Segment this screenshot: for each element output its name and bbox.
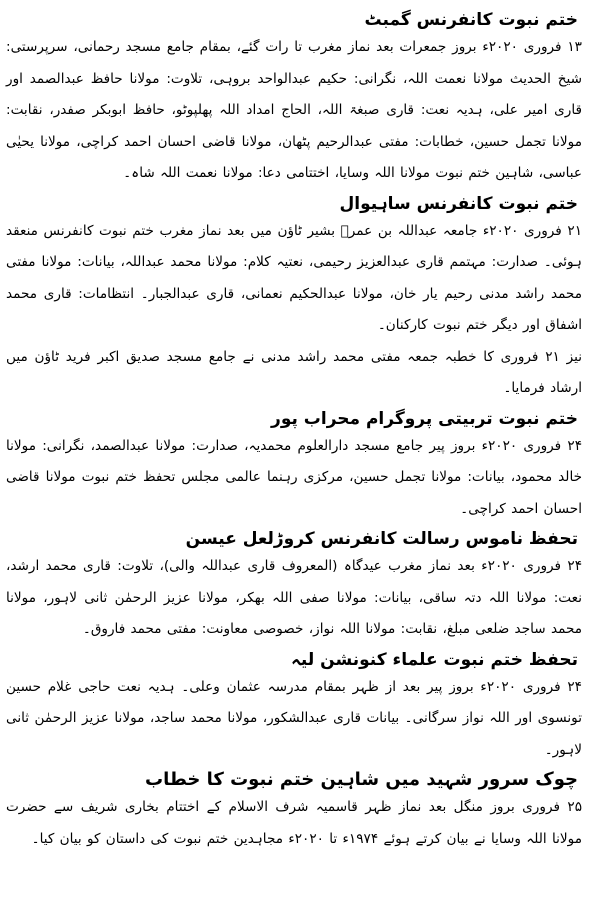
section-gambat — [6, 6, 582, 190]
section-mehrabpur — [6, 405, 582, 526]
section-chowk-sarwar-shaheed — [6, 766, 582, 855]
section-body: ۲۵ فروری بروز منگل بعد نماز ظہر قاسمیہ شرف الاسلام کے اختتام بخاری شریف سے حضرت مولانا اللہ وسایا نے بیان کرتے ہوئے ۱۹۷۴ء تا ۲۰۲۰ء مجاہدین ختم نبوت کی داستان کو بیان کیا۔ — [6, 799, 582, 847]
section-body: ۲۴ فروری ۲۰۲۰ء بروز پیر بعد از ظہر بمقام مدرسہ عثمان وعلی۔ ہدیہ نعت حاجی غلام حسین تونسوی اور اللہ نواز سرگانی۔ بیانات قاری عبدالشکور، مولانا محمد ساجد، مولانا عزیز الرحمٰن ثانی لاہور۔ — [6, 678, 582, 758]
section-body: ۲۴ فروری ۲۰۲۰ء بعد نماز مغرب عیدگاہ (المعروف قاری عبداللہ والی)، تلاوت: قاری محمد ارشد، نعت: مولانا اللہ دتہ ساقی، بیانات: مولانا صفی اللہ بھکر، مولانا عزیز الرحمٰن ثانی لاہور، مولانا محمد ساجد ضلعی مبلغ، نقابت: مولانا اللہ نواز، خصوصی معاونت: مفتی محمد فاروق۔ — [6, 558, 582, 637]
section-body: ۱۳ فروری ۲۰۲۰ء بروز جمعرات بعد نماز مغرب تا رات گئے، بمقام جامع مسجد رحمانی، سرپرستی: شیخ الحدیث مولانا نعمت اللہ، نگرانی: حکیم عبدالواحد بروہی، تلاوت: مولانا حافظ عبدالصمد اور قاری امیر علی، ہدیہ نعت: قاری صبغۃ اللہ، الحاج امداد اللہ پھلپوٹو، حافظ ابوبکر صفدر، نقابت: مولانا تجمل حسین، خطابات: مفتی عبدالرحیم پٹھان، مولانا قاضی احسان احمد کراچی، مولانا یحیٰی عباسی، شاہین ختم نبوت مولانا اللہ وسایا، اختتامی دعا: مولانا نعمت اللہ شاہ۔ — [6, 39, 582, 181]
section-heading: تحفظ ختم نبوت علماء کنونشن لیہ — [290, 649, 578, 670]
section-karor-lal-esan — [6, 525, 582, 646]
section-heading: ختم نبوت کانفرنس گمبٹ — [364, 10, 578, 30]
section-sahiwal — [6, 190, 582, 405]
section-heading: تحفظ ناموس رسالت کانفرنس کروڑلعل عیسن — [185, 529, 578, 549]
section-body: ۲۱ فروری ۲۰۲۰ء جامعہ عبداللہ بن عمرؓ بشیر ٹاؤن میں بعد نماز مغرب ختم نبوت کانفرنس منعقد ہوئی۔ صدارت: مہتمم قاری عبدالعزیز رحیمی، نعتیہ کلام: مولانا محمد عبداللہ، بیانات: مولانا مفتی محمد راشد مدنی رحیم یار خان، مولانا عبدالحکیم نعمانی، قاری عبدالجبار۔ انتظامات: قاری محمد اشفاق اور دیگر ختم نبوت کارکنان۔ — [6, 222, 582, 333]
section-heading: ختم نبوت کانفرنس ساہیوال — [339, 193, 578, 214]
section-body-note: نیز ۲۱ فروری کا خطبہ جمعہ مفتی محمد راشد مدنی نے جامع مسجد صدیق اکبر فرید ٹاؤن میں ارشاد فرمایا۔ — [6, 348, 582, 396]
section-layyah — [6, 646, 582, 767]
section-heading: ختم نبوت تربیتی پروگرام محراب پور — [271, 408, 578, 429]
section-heading: چوک سرور شہید میں شاہین ختم نبوت کا خطاب — [144, 769, 578, 790]
section-body: ۲۴ فروری ۲۰۲۰ء بروز پیر جامع مسجد دارالعلوم محمدیہ، صدارت: مولانا عبدالصمد، نگرانی: مولانا خالد محمود، بیانات: مولانا تجمل حسین، مرکزی رہنما عالمی مجلس تحفظ ختم نبوت مولانا قاضی احسان احمد کراچی۔ — [6, 437, 582, 517]
